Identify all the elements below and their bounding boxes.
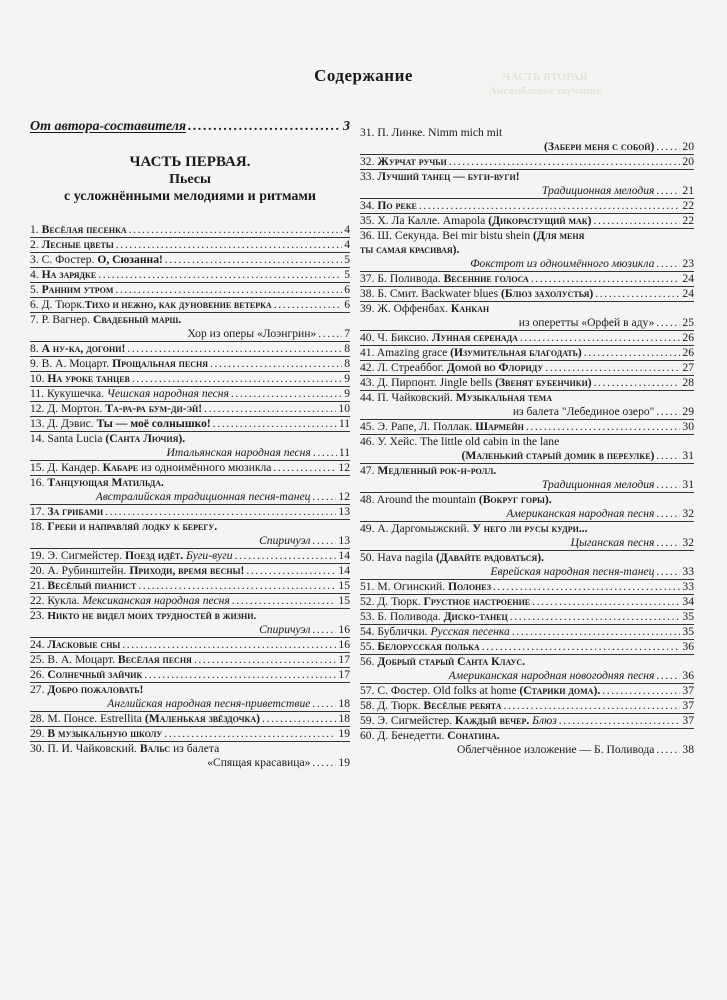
ghost-heading: ЧАСТЬ ВТОРАЯ: [502, 71, 588, 83]
toc-entry-45[interactable]: 45. Э. Рапе, Л. Поллак. Шармейн ..... 30: [360, 420, 694, 435]
toc-entry-39-sub[interactable]: из оперетты «Орфей в аду» ...... 25: [360, 316, 694, 331]
toc-entry-6[interactable]: 6. Д. Тюрк.Тихо и нежно, как дуновение ветерка ..... 6: [30, 298, 350, 313]
toc-entry-49-sub[interactable]: Цыганская песня ...... 32: [360, 536, 694, 551]
toc-entry-9[interactable]: 9. В. А. Моцарт. Прощальная песня ..... 8: [30, 357, 350, 372]
toc-entry-54[interactable]: 54. Бублички. Русская песенка ..... 35: [360, 625, 694, 640]
toc-entry-32[interactable]: 32. Журчат ручьи ..... 20: [360, 155, 694, 170]
toc-entry-50[interactable]: 50. Hava nagila (Давайте радоваться).: [360, 551, 545, 564]
toc-entry-46-sub[interactable]: (Маленький старый домик в переулке) ...... 31: [360, 449, 694, 464]
toc-entry-46[interactable]: 46. У. Хейс. The little old cabin in the lane: [360, 435, 560, 448]
toc-entry-38[interactable]: 38. Б. Смит. Backwater blues (Блюз захолустья) ..... 24: [360, 287, 694, 302]
toc-entry-41[interactable]: 41. Amazing grace (Изумительная благодать) ..... 26: [360, 346, 694, 361]
toc-entry-33-sub[interactable]: Традиционная мелодия ...... 21: [360, 184, 694, 199]
toc-entry-36-sub[interactable]: Фокстрот из одноимённого мюзикла ...... 23: [360, 257, 694, 272]
toc-entry-56[interactable]: 56. Добрый старый Санта Клаус.: [360, 655, 526, 668]
toc-entry-13[interactable]: 13. Д. Дэвис. Ты — моё солнышко! ..... 11: [30, 417, 350, 432]
toc-entry-31-sub[interactable]: (Забери меня с собой) ...... 20: [360, 140, 694, 155]
toc-entry-55[interactable]: 55. Белорусская полька ..... 36: [360, 640, 694, 655]
toc-entry-36[interactable]: 36. Ш. Секунда. Bei mir bistu shein (Для меня: [360, 229, 585, 242]
toc-entry-60-sub[interactable]: Облегчённое изложение — Б. Поливода ...... 38: [360, 743, 694, 757]
left-column: [30, 118, 350, 770]
toc-entry-31[interactable]: 31. П. Линке. Nimm mich mit: [360, 126, 503, 139]
toc-entry-2[interactable]: 2. Лесные цветы ..... 4: [30, 238, 350, 253]
toc-entry-42[interactable]: 42. Л. Стреаббог. Домой во Флориду ..... 27: [360, 361, 694, 376]
toc-entry-14-sub[interactable]: Итальянская народная песня ...... 11: [30, 446, 350, 461]
toc-entry-16[interactable]: 16. Танцующая Матильда.: [30, 476, 164, 489]
toc-entry-7[interactable]: 7. Р. Вагнер. Свадебный марш.: [30, 313, 182, 326]
toc-entry-30[interactable]: 30. П. И. Чайковский. Вальс из балета: [30, 742, 220, 755]
toc-entry-57[interactable]: 57. С. Фостер. Old folks at home (Старики дома). ..... 37: [360, 684, 694, 699]
toc-entry-48[interactable]: 48. Around the mountain (Вокруг горы).: [360, 493, 552, 506]
toc-entry-44[interactable]: 44. П. Чайковский. Музыкальная тема: [360, 391, 552, 404]
toc-entry-50-sub[interactable]: Еврейская народная песня-танец ...... 33: [360, 565, 694, 580]
toc-entry-17[interactable]: 17. За грибами ..... 13: [30, 505, 350, 520]
toc-entry-18-sub[interactable]: Спиричуэл ...... 13: [30, 534, 350, 549]
ghost-subheading: Ансамблевое звучание: [488, 85, 602, 97]
toc-entry-35[interactable]: 35. Х. Ла Калле. Amapola (Дикорастущий мак) ..... 22: [360, 214, 694, 229]
toc-entry-23[interactable]: 23. Никто не видел моих трудностей в жизни.: [30, 609, 257, 622]
toc-entry-60[interactable]: 60. Д. Бенедетти. Сонатина.: [360, 729, 500, 742]
toc-entry-37[interactable]: 37. Б. Поливода. Весенние голоса ..... 24: [360, 272, 694, 287]
right-column: [360, 126, 694, 757]
toc-entry-33[interactable]: 33. Лучший танец — буги-вуги!: [360, 170, 520, 183]
toc-entry-26[interactable]: 26. Солнечный зайчик ..... 17: [30, 668, 350, 683]
toc-entry-30-sub[interactable]: «Спящая красавица» ...... 19: [30, 756, 350, 770]
toc-entry-40[interactable]: 40. Ч. Биксио. Лунная серенада ..... 26: [360, 331, 694, 346]
toc-entry-59[interactable]: 59. Э. Сигмейстер. Каждый вечер. Блюз ..... 37: [360, 714, 694, 729]
toc-entry-1[interactable]: 1. Весёлая песенка ..... 4: [30, 223, 350, 238]
toc-entry-47[interactable]: 47. Медленный рок-н-ролл.: [360, 464, 497, 477]
toc-entry-34[interactable]: 34. По реке ..... 22: [360, 199, 694, 214]
toc-entry-3[interactable]: 3. С. Фостер. О, Сюзанна! ..... 5: [30, 253, 350, 268]
part-one-line1: Пьесы: [169, 172, 211, 187]
toc-entry-51[interactable]: 51. М. Огинский. Полонез ..... 33: [360, 580, 694, 595]
toc-entry-5[interactable]: 5. Ранним утром ..... 6: [30, 283, 350, 298]
page-title: Содержание: [314, 66, 413, 85]
toc-entry-22[interactable]: 22. Кукла. Мексиканская народная песня ..... 15: [30, 594, 350, 609]
part-one-heading: ЧАСТЬ ПЕРВАЯ.: [129, 154, 251, 170]
toc-entry-48-sub[interactable]: Американская народная песня ...... 32: [360, 507, 694, 522]
toc-entry-47-sub[interactable]: Традиционная мелодия ...... 31: [360, 478, 694, 493]
toc-entry-53[interactable]: 53. Б. Поливода. Диско-танец ..... 35: [360, 610, 694, 625]
toc-entry-27[interactable]: 27. Добро пожаловать!: [30, 683, 144, 696]
toc-entry-18[interactable]: 18. Греби и направляй лодку к берегу.: [30, 520, 218, 533]
toc-entry-10[interactable]: 10. На уроке танцев ..... 9: [30, 372, 350, 387]
toc-entry-27-sub[interactable]: Английская народная песня-приветствие ...... 18: [30, 697, 350, 712]
toc-entry-19[interactable]: 19. Э. Сигмейстер. Поезд идёт. Буги-вуги ..... 14: [30, 549, 350, 564]
toc-entry-23-sub[interactable]: Спиричуэл ...... 16: [30, 623, 350, 638]
toc-entry-21[interactable]: 21. Весёлый пианист ..... 15: [30, 579, 350, 594]
toc-entry-8[interactable]: 8. А ну-ка, догони! ..... 8: [30, 342, 350, 357]
toc-entry-39[interactable]: 39. Ж. Оффенбах. Канкан: [360, 302, 490, 315]
toc-entry-20[interactable]: 20. А. Рубинштейн. Приходи, время весны! ..... 14: [30, 564, 350, 579]
toc-entry-43[interactable]: 43. Д. Пирпонт. Jingle bells (Звенят бубенчики) ..... 28: [360, 376, 694, 391]
toc-entry-49[interactable]: 49. А. Даргомыжский. У него ли русы кудри...: [360, 522, 588, 535]
toc-entry-preface[interactable]: От автора-составителя ..... 3: [30, 118, 350, 136]
toc-entry-7-sub[interactable]: Хор из оперы «Лоэнгрин» ...... 7: [30, 327, 350, 342]
toc-entry-36-cont[interactable]: ты самая красивая).: [360, 243, 460, 256]
toc-entry-44-sub[interactable]: из балета "Лебединое озеро" ...... 29: [360, 405, 694, 420]
toc-entry-29[interactable]: 29. В музыкальную школу ..... 19: [30, 727, 350, 742]
toc-entry-58[interactable]: 58. Д. Тюрк. Весёлые ребята ..... 37: [360, 699, 694, 714]
part-one-line2: с усложнёнными мелодиями и ритмами: [64, 189, 316, 204]
toc-entry-56-sub[interactable]: Американская народная новогодняя песня ...... 36: [360, 669, 694, 684]
toc-entry-25[interactable]: 25. В. А. Моцарт. Весёлая песня ..... 17: [30, 653, 350, 668]
toc-entry-4[interactable]: 4. На зарядке ..... 5: [30, 268, 350, 283]
toc-entry-11[interactable]: 11. Кукушечка. Чешская народная песня ..... 9: [30, 387, 350, 402]
toc-entry-52[interactable]: 52. Д. Тюрк. Грустное настроение ..... 34: [360, 595, 694, 610]
toc-entry-16-sub[interactable]: Австралийская традиционная песня-танец ...... 12: [30, 490, 350, 505]
toc-entry-28[interactable]: 28. М. Понсе. Estrellita (Маленькая звёздочка) ..... 18: [30, 712, 350, 727]
toc-entry-15[interactable]: 15. Д. Кандер. Кабаре из одноимённого мюзикла ..... 12: [30, 461, 350, 476]
toc-entry-24[interactable]: 24. Ласковые сны ..... 16: [30, 638, 350, 653]
toc-entry-14[interactable]: 14. Santa Lucia (Санта Лючия).: [30, 432, 186, 445]
toc-entry-12[interactable]: 12. Д. Мортон. Та-ра-ра бум-ди-эй! ..... 10: [30, 402, 350, 417]
